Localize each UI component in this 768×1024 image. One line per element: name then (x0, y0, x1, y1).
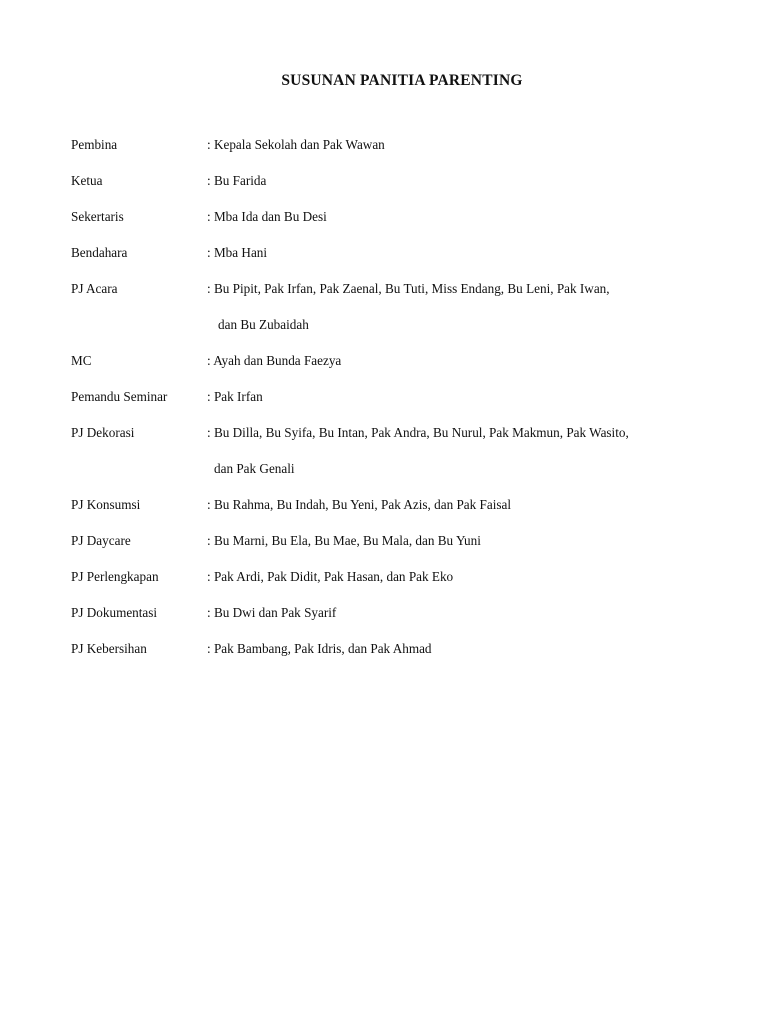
role-label: PJ Konsumsi (71, 497, 141, 512)
role-label: MC (71, 353, 92, 368)
member-names: : Bu Dwi dan Pak Syarif (207, 605, 337, 620)
member-names: : Pak Ardi, Pak Didit, Pak Hasan, dan Pak Eko (207, 569, 454, 584)
committee-row (71, 208, 731, 244)
member-names: : Pak Irfan (207, 389, 263, 404)
committee-row (71, 496, 731, 532)
role-label: Bendahara (71, 245, 128, 260)
committee-row (71, 604, 731, 640)
member-names: : Bu Farida (207, 173, 267, 188)
role-label: PJ Acara (71, 281, 118, 296)
committee-row (71, 568, 731, 604)
role-label: Pemandu Seminar (71, 389, 168, 404)
committee-row (71, 136, 731, 172)
member-names: : Bu Pipit, Pak Irfan, Pak Zaenal, Bu Tuti, Miss Endang, Bu Leni, Pak Iwan, (207, 281, 610, 296)
member-names: : Ayah dan Bunda Faezya (207, 353, 342, 368)
member-names: : Bu Rahma, Bu Indah, Bu Yeni, Pak Azis, dan Pak Faisal (207, 497, 512, 512)
committee-row (71, 352, 731, 388)
member-names-continuation: dan Pak Genali (214, 461, 295, 476)
member-names-continuation: dan Bu Zubaidah (218, 317, 309, 332)
role-label: PJ Perlengkapan (71, 569, 159, 584)
page-title: SUSUNAN PANITIA PARENTING (281, 72, 523, 89)
role-label: PJ Dokumentasi (71, 605, 158, 620)
member-names: : Kepala Sekolah dan Pak Wawan (207, 137, 385, 152)
member-names: : Bu Marni, Bu Ela, Bu Mae, Bu Mala, dan Bu Yuni (207, 533, 481, 548)
committee-row (71, 280, 731, 352)
member-names: : Pak Bambang, Pak Idris, dan Pak Ahmad (207, 641, 432, 656)
committee-row (71, 640, 731, 676)
committee-row (71, 388, 731, 424)
member-names: : Mba Ida dan Bu Desi (207, 209, 327, 224)
role-label: PJ Dekorasi (71, 425, 135, 440)
committee-row (71, 532, 731, 568)
role-label: Pembina (71, 137, 118, 152)
role-label: PJ Daycare (71, 533, 131, 548)
committee-row (71, 244, 731, 280)
role-label: Ketua (71, 173, 103, 188)
role-label: PJ Kebersihan (71, 641, 147, 656)
committee-row (71, 424, 731, 496)
member-names: : Mba Hani (207, 245, 268, 260)
committee-row (71, 172, 731, 208)
member-names: : Bu Dilla, Bu Syifa, Bu Intan, Pak Andra, Bu Nurul, Pak Makmun, Pak Wasito, (207, 425, 629, 440)
committee-list (71, 136, 731, 676)
role-label: Sekertaris (71, 209, 124, 224)
